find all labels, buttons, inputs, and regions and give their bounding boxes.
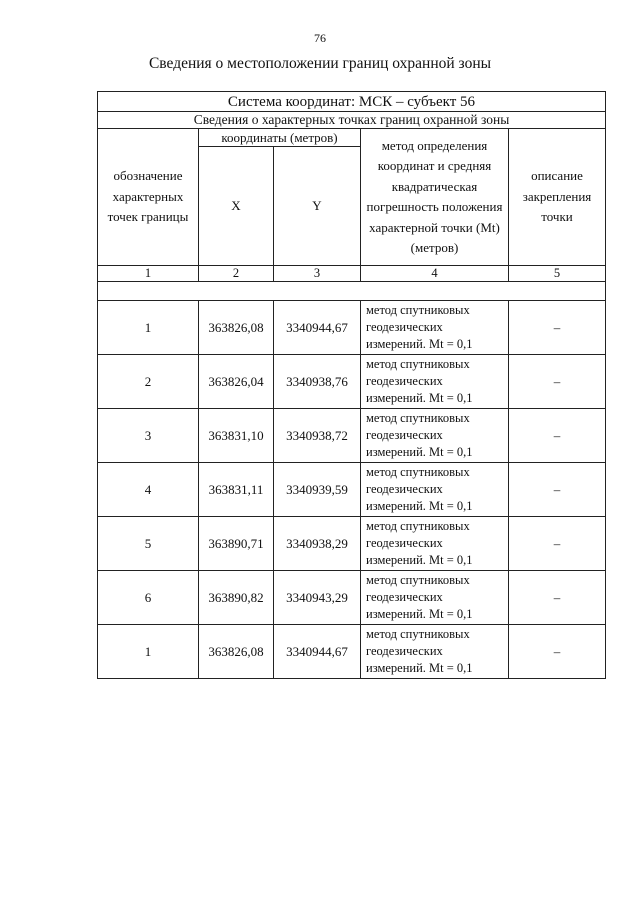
column-number: 4 [361,266,509,282]
x-coordinate-cell: 363826,08 [199,625,274,679]
point-number-cell: 2 [98,355,199,409]
coordinate-system-cell: Система координат: МСК – субъект 56 [98,92,606,112]
method-cell: метод спутниковых геодезических измерений. Mt = 0,1 [361,409,509,463]
x-coordinate-cell: 363890,82 [199,571,274,625]
y-coordinate-cell: 3340938,76 [274,355,361,409]
x-coordinate-cell: 363831,10 [199,409,274,463]
header-method: метод определения координат и средняя квадратическая погрешность положения характерной точки (Mt) (метров) [361,129,509,266]
method-cell: метод спутниковых геодезических измерений. Mt = 0,1 [361,625,509,679]
y-coordinate-cell: 3340938,29 [274,517,361,571]
method-cell: метод спутниковых геодезических измерений. Mt = 0,1 [361,517,509,571]
point-number-cell: 1 [98,301,199,355]
y-coordinate-cell: 3340938,72 [274,409,361,463]
header-fixing-description: описание закрепления точки [509,129,606,266]
header-coordinates: координаты (метров) [199,129,361,147]
blank-cell [98,282,606,301]
y-coordinate-cell: 3340943,29 [274,571,361,625]
document-title: Сведения о местоположении границ охранной зоны [148,55,492,72]
column-number: 1 [98,266,199,282]
point-number-cell: 5 [98,517,199,571]
coordinate-system-row [98,92,606,112]
method-cell: метод спутниковых геодезических измерений. Mt = 0,1 [361,355,509,409]
fixing-description-cell: – [509,355,606,409]
y-coordinate-cell: 3340939,59 [274,463,361,517]
table-row [98,301,606,355]
header-point-designation: обозначение характерных точек границы [98,129,199,266]
page-number: 76 [314,31,326,45]
method-cell: метод спутниковых геодезических измерений. Mt = 0,1 [361,301,509,355]
header-y: Y [274,147,361,266]
column-numbers-row [98,266,606,282]
table-row [98,355,606,409]
point-number-cell: 6 [98,571,199,625]
column-number: 5 [509,266,606,282]
table-subtitle-cell: Сведения о характерных точках границ охранной зоны [98,112,606,129]
fixing-description-cell: – [509,517,606,571]
method-cell: метод спутниковых геодезических измерений. Mt = 0,1 [361,571,509,625]
header-x: X [199,147,274,266]
point-number-cell: 1 [98,625,199,679]
table-subtitle-row [98,112,606,129]
column-number: 3 [274,266,361,282]
table-row [98,571,606,625]
table-row [98,409,606,463]
column-number: 2 [199,266,274,282]
fixing-description-cell: – [509,463,606,517]
header-row [98,129,606,147]
y-coordinate-cell: 3340944,67 [274,625,361,679]
table-row [98,517,606,571]
fixing-description-cell: – [509,301,606,355]
x-coordinate-cell: 363890,71 [199,517,274,571]
table-row [98,625,606,679]
x-coordinate-cell: 363826,04 [199,355,274,409]
point-number-cell: 3 [98,409,199,463]
x-coordinate-cell: 363826,08 [199,301,274,355]
fixing-description-cell: – [509,409,606,463]
boundary-points-table [97,91,606,679]
method-cell: метод спутниковых геодезических измерений. Mt = 0,1 [361,463,509,517]
fixing-description-cell: – [509,571,606,625]
table-row [98,463,606,517]
y-coordinate-cell: 3340944,67 [274,301,361,355]
x-coordinate-cell: 363831,11 [199,463,274,517]
blank-row [98,282,606,301]
point-number-cell: 4 [98,463,199,517]
fixing-description-cell: – [509,625,606,679]
